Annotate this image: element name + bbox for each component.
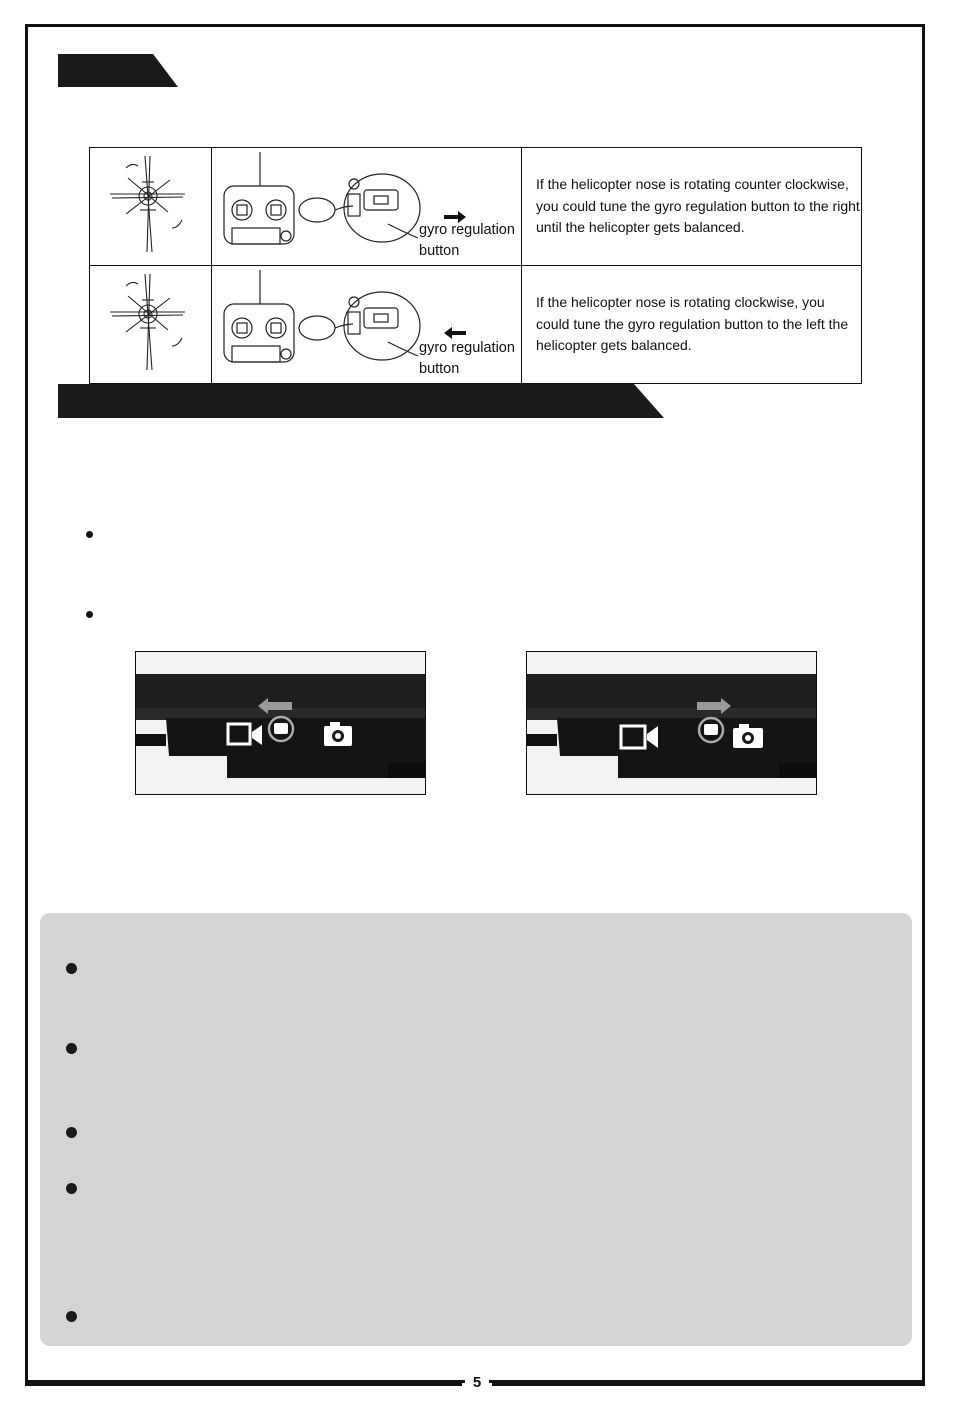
remote-diagram — [212, 266, 522, 384]
helicopter-icon — [90, 148, 211, 260]
helicopter-icon — [90, 266, 211, 378]
bullet-point — [66, 963, 77, 974]
gyro-description: If the helicopter nose is rotating counter clockwise, you could tune the gyro regulation button to the right until the helicopter gets balanced. — [522, 148, 862, 266]
note-box — [40, 913, 912, 1346]
gyro-row-ccw — [90, 148, 862, 266]
footer-rule — [25, 1383, 462, 1386]
camera-switch-photo-right — [526, 651, 817, 795]
gyro-label-line2: button — [419, 243, 460, 259]
bullet-point — [86, 611, 93, 618]
camera-switch-image — [136, 652, 426, 795]
helicopter-diagram — [90, 148, 212, 266]
bullet-point — [66, 1043, 77, 1054]
gyro-table — [89, 147, 862, 384]
gyro-row-cw — [90, 266, 862, 384]
bullet-point — [66, 1127, 77, 1138]
bullet-point — [66, 1311, 77, 1322]
gyro-label-line1: gyro regulation — [419, 340, 515, 356]
gyro-label — [419, 338, 515, 380]
helicopter-diagram — [90, 266, 212, 384]
camera-switch-image — [527, 652, 817, 795]
footer-rule — [492, 1383, 925, 1386]
page-number: 5 — [465, 1372, 489, 1394]
section-tab-camera — [58, 384, 664, 418]
camera-switch-photo-left — [135, 651, 426, 795]
remote-diagram — [212, 148, 522, 266]
bullet-point — [86, 531, 93, 538]
bullet-point — [66, 1183, 77, 1194]
gyro-label-line1: gyro regulation — [419, 222, 515, 238]
gyro-description: If the helicopter nose is rotating clockwise, you could tune the gyro regulation button to the left the helicopter gets balanced. — [522, 266, 862, 384]
gyro-label-line2: button — [419, 361, 460, 377]
gyro-label — [419, 220, 515, 262]
